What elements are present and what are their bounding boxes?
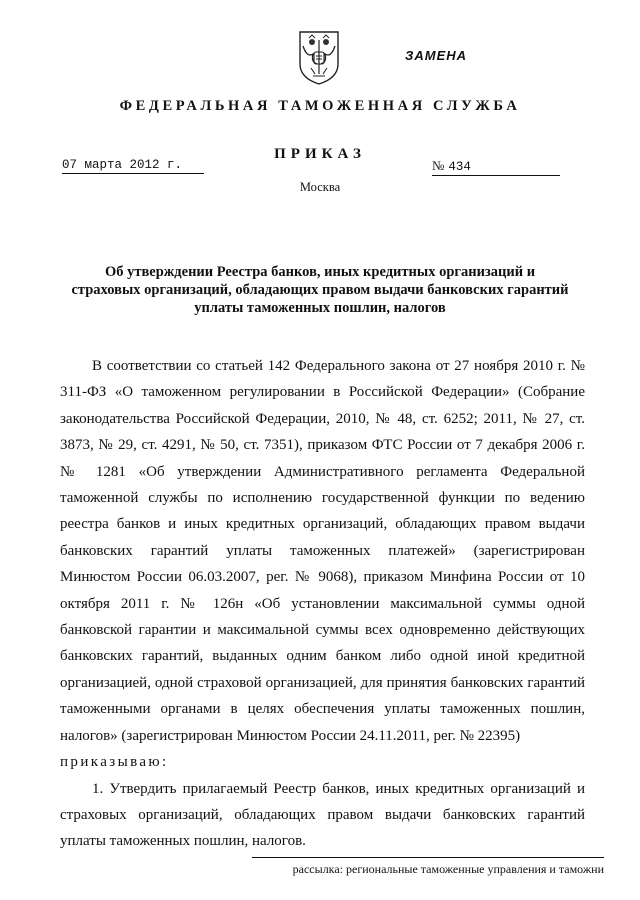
order-number-field <box>432 158 560 176</box>
agency-name: ФЕДЕРАЛЬНАЯ ТАМОЖЕННАЯ СЛУЖБА <box>119 98 521 114</box>
coat-of-arms-emblem <box>297 28 341 86</box>
issue-city: Москва <box>299 180 341 194</box>
distribution-note: рассылка: региональные таможенные управления и таможни <box>292 862 604 876</box>
order-directive-word: приказываю: <box>60 754 169 771</box>
footer-divider <box>252 857 604 858</box>
order-subject-heading: Об утверждении Реестра банков, иных кредитных организаций и страховых организаций, обладающих правом выдачи банковских гарантий уплаты таможенных пошлин, налогов <box>71 264 569 316</box>
order-date: 07 марта 2012 г. <box>62 158 204 174</box>
preamble-paragraph: В соответствии со статьей 142 Федерального закона от 27 ноября 2010 г. № 311-ФЗ «О таможенном регулировании в Российской Федерации» (Собрание законодательства Российской Федерации, 2010, № 48, ст. 6252; 2011, № 27, ст. 3873, № 29, ст. 4291, № 50, ст. 7351), приказом ФТС России от 7 декабря 2006 г. № 1281 «Об утверждении Административного регламента Федеральной таможенной службы по исполнению государственной функции по ведению реестра банков и иных кредитных организаций, обладающих правом выдачи банковских гарантий уплаты таможенных платежей» (зарегистрирован Минюстом России 06.03.2007, рег. № 9068), приказом Минфина России от 10 октября 2011 г. № 126н «Об установлении максимальной суммы одной банковской гарантии и максимальной суммы всех одновременно действующих банковских гарантий, выданных одним банком либо одной иной кредитной организацией, одной страховой организацией, для принятия банковских гарантий таможенными органами в целях обеспечения уплаты таможенных пошлин, налогов» (зарегистрирован Минюстом России 24.11.2011, рег. № 22395) <box>60 358 585 744</box>
replacement-stamp: ЗАМЕНА <box>405 48 468 63</box>
order-number: 434 <box>448 160 471 174</box>
order-item-1: 1. Утвердить прилагаемый Реестр банков, иных кредитных организаций и страховых организаций, обладающих правом выдачи банковских гарантий уплаты таможенных пошлин, налогов. <box>60 780 585 850</box>
order-body <box>60 353 585 855</box>
number-sign: № <box>432 158 445 173</box>
document-type-title: ПРИКАЗ <box>274 146 366 162</box>
